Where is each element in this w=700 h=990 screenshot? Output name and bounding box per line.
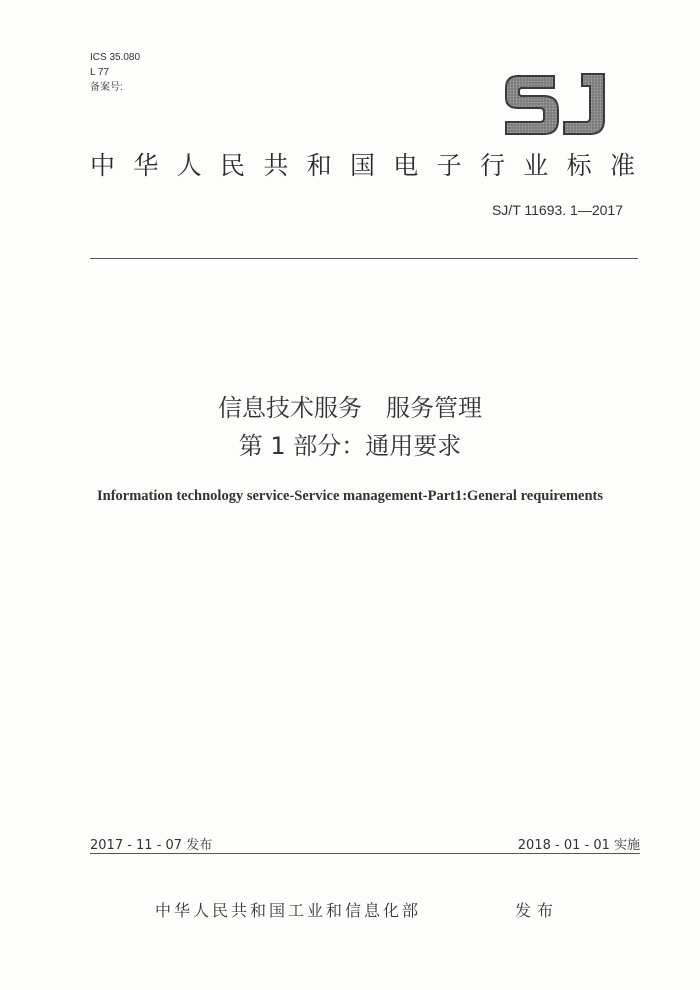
classification-block [90,50,140,95]
title-char: 标 [566,151,592,180]
title-char: 业 [523,151,549,180]
english-title: Information technology service-Service management-Part1:General requirements [96,488,604,504]
title-char: 电 [393,151,419,180]
title-char: 行 [479,151,505,180]
title-char: 华 [133,151,159,180]
issue-date: 2017 - 11 - 07 发布 [90,838,213,853]
ccs-code: L 77 [90,67,110,78]
title-char: 和 [306,151,332,180]
title-char: 共 [263,151,289,180]
title-char: 民 [219,151,245,180]
filing-number-label: 备案号: [90,82,123,93]
title-char: 国 [349,151,375,180]
title-char: 准 [609,151,635,180]
implementation-date: 2018 - 01 - 01 实施 [517,838,640,853]
chinese-title-line-2: 第 1 部分：通用要求 [238,432,462,460]
title-char: 中 [90,151,116,180]
top-divider [90,258,638,259]
bottom-divider [90,853,640,854]
ics-code: ICS 35.080 [90,52,141,63]
standard-number: SJ/T 11693. 1—2017 [491,202,623,218]
standard-category-title [90,146,635,182]
title-char: 子 [436,151,462,180]
issue-label: 发布 [515,901,560,920]
sj-logo-icon [500,68,612,140]
chinese-title-line-1: 信息技术服务 服务管理 [218,394,482,422]
issuing-authority: 中华人民共和国工业和信息化部 [155,901,422,920]
title-char: 人 [176,151,202,180]
